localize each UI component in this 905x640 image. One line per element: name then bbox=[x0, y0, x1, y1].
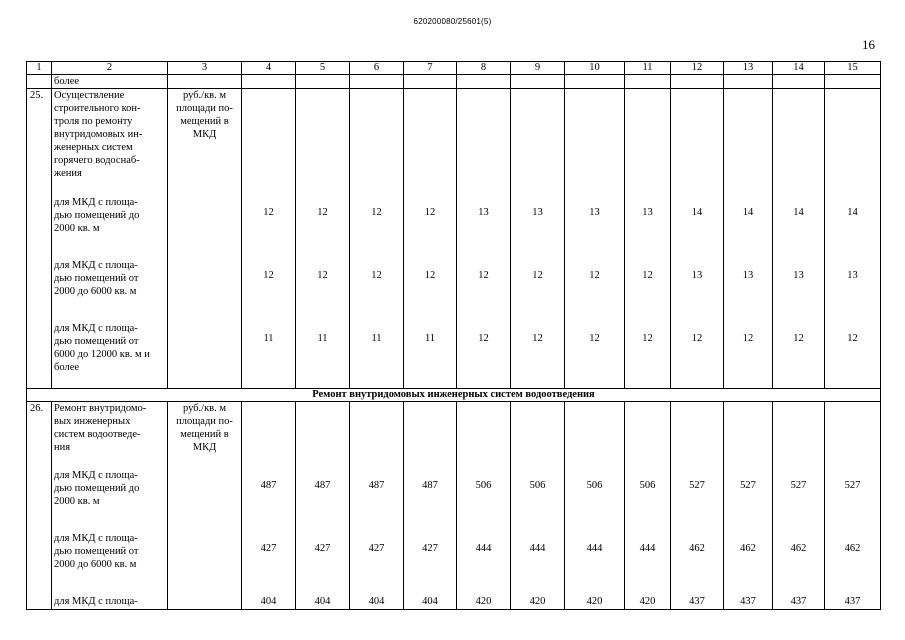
empty-cell bbox=[168, 469, 242, 532]
value-cell: 13 bbox=[457, 196, 511, 259]
column-number-cell: 2 bbox=[52, 62, 168, 75]
empty-cell bbox=[825, 402, 881, 470]
value-cell: 462 bbox=[773, 532, 825, 595]
value-cell: 462 bbox=[671, 532, 724, 595]
value-cell: 12 bbox=[625, 259, 671, 322]
subitem-label bbox=[52, 469, 168, 532]
value-cell: 12 bbox=[350, 196, 404, 259]
value-cell: 12 bbox=[404, 196, 457, 259]
value-cell: 487 bbox=[350, 469, 404, 532]
empty-cell bbox=[565, 89, 625, 197]
item-unit bbox=[168, 402, 242, 470]
empty-cell bbox=[404, 402, 457, 470]
empty-cell bbox=[511, 89, 565, 197]
empty-cell bbox=[168, 322, 242, 389]
value-cell: 427 bbox=[404, 532, 457, 595]
item-name bbox=[52, 402, 168, 470]
value-cell: 12 bbox=[773, 322, 825, 389]
value-cell: 444 bbox=[625, 532, 671, 595]
value-cell: 12 bbox=[296, 259, 350, 322]
column-number-cell: 8 bbox=[457, 62, 511, 75]
subitem-label-line: 6000 до 12000 кв. м и bbox=[54, 349, 150, 360]
value-cell: 12 bbox=[825, 322, 881, 389]
value-cell: 11 bbox=[242, 322, 296, 389]
value-cell: 12 bbox=[350, 259, 404, 322]
subitem-label-line: 2000 кв. м bbox=[54, 223, 100, 234]
subitem-label-line: для МКД с площа- bbox=[54, 596, 138, 607]
unit-line: площади по- bbox=[176, 416, 233, 427]
value-cell: 12 bbox=[457, 322, 511, 389]
empty-cell bbox=[168, 259, 242, 322]
item-name-line: жения bbox=[54, 168, 82, 179]
subitem-row bbox=[27, 469, 881, 532]
column-number-cell: 14 bbox=[773, 62, 825, 75]
empty-cell bbox=[296, 402, 350, 470]
empty-cell bbox=[168, 75, 242, 89]
value-cell: 13 bbox=[671, 259, 724, 322]
carry-over-row bbox=[27, 75, 881, 89]
value-cell: 427 bbox=[350, 532, 404, 595]
value-cell: 427 bbox=[242, 532, 296, 595]
document-code: 620200080/25601(5) bbox=[413, 17, 492, 26]
empty-cell bbox=[511, 75, 565, 89]
value-cell: 12 bbox=[457, 259, 511, 322]
column-number-cell: 1 bbox=[27, 62, 52, 75]
column-number-cell: 3 bbox=[168, 62, 242, 75]
empty-cell bbox=[27, 322, 52, 389]
unit-line: МКД bbox=[192, 442, 217, 453]
subitem-label bbox=[52, 532, 168, 595]
empty-cell bbox=[565, 402, 625, 470]
empty-cell bbox=[773, 75, 825, 89]
value-cell: 427 bbox=[296, 532, 350, 595]
subitem-label-line: дью помещений от bbox=[54, 336, 139, 347]
value-cell: 12 bbox=[511, 322, 565, 389]
item-unit bbox=[168, 89, 242, 197]
subitem-label-line: для МКД с площа- bbox=[54, 323, 138, 334]
value-cell: 437 bbox=[671, 595, 724, 610]
empty-cell bbox=[671, 402, 724, 470]
subitem-label-line: для МКД с площа- bbox=[54, 197, 138, 208]
subitem-label bbox=[52, 322, 168, 389]
value-cell: 13 bbox=[625, 196, 671, 259]
item-number: 26. bbox=[27, 402, 52, 470]
value-cell: 11 bbox=[296, 322, 350, 389]
subitem-row bbox=[27, 532, 881, 595]
value-cell: 404 bbox=[242, 595, 296, 610]
empty-cell bbox=[457, 402, 511, 470]
subitem-label-line: дью помещений от bbox=[54, 546, 139, 557]
empty-cell bbox=[242, 89, 296, 197]
item-name-line: Ремонт внутридомо- bbox=[54, 403, 147, 414]
value-cell: 420 bbox=[511, 595, 565, 610]
page-number: 16 bbox=[862, 37, 875, 52]
section-row bbox=[27, 389, 881, 402]
item-name-line: горячего водоснаб- bbox=[54, 155, 140, 166]
column-number-cell: 15 bbox=[825, 62, 881, 75]
column-number-row bbox=[27, 62, 881, 75]
item-name-line: систем водоотведе- bbox=[54, 429, 141, 440]
value-cell: 12 bbox=[625, 322, 671, 389]
subitem-label-line: дью помещений до bbox=[54, 483, 140, 494]
value-cell: 404 bbox=[350, 595, 404, 610]
value-cell: 437 bbox=[825, 595, 881, 610]
value-cell: 527 bbox=[724, 469, 773, 532]
value-cell: 444 bbox=[565, 532, 625, 595]
empty-cell bbox=[27, 469, 52, 532]
value-cell: 12 bbox=[724, 322, 773, 389]
empty-cell bbox=[27, 75, 52, 89]
empty-cell bbox=[825, 75, 881, 89]
subitem-row bbox=[27, 322, 881, 389]
item-name-line: строительного кон- bbox=[54, 103, 141, 114]
value-cell: 13 bbox=[565, 196, 625, 259]
empty-cell bbox=[168, 595, 242, 610]
subitem-label-line: для МКД с площа- bbox=[54, 470, 138, 481]
value-cell: 404 bbox=[404, 595, 457, 610]
tariff-table bbox=[26, 61, 881, 610]
value-cell: 12 bbox=[404, 259, 457, 322]
value-cell: 462 bbox=[825, 532, 881, 595]
value-cell: 420 bbox=[625, 595, 671, 610]
empty-cell bbox=[404, 75, 457, 89]
empty-cell bbox=[296, 89, 350, 197]
value-cell: 527 bbox=[773, 469, 825, 532]
value-cell: 527 bbox=[825, 469, 881, 532]
value-cell: 444 bbox=[457, 532, 511, 595]
value-cell: 13 bbox=[724, 259, 773, 322]
value-cell: 12 bbox=[565, 322, 625, 389]
subitem-label-line: 2000 до 6000 кв. м bbox=[54, 559, 137, 570]
empty-cell bbox=[773, 402, 825, 470]
subitem-label-line: дью помещений от bbox=[54, 273, 139, 284]
column-number-cell: 10 bbox=[565, 62, 625, 75]
column-number-cell: 5 bbox=[296, 62, 350, 75]
value-cell: 462 bbox=[724, 532, 773, 595]
subitem-row bbox=[27, 259, 881, 322]
empty-cell bbox=[27, 532, 52, 595]
value-cell: 13 bbox=[825, 259, 881, 322]
empty-cell bbox=[825, 89, 881, 197]
column-number-cell: 11 bbox=[625, 62, 671, 75]
subitem-label bbox=[52, 196, 168, 259]
value-cell: 14 bbox=[825, 196, 881, 259]
empty-cell bbox=[625, 89, 671, 197]
value-cell: 527 bbox=[671, 469, 724, 532]
empty-cell bbox=[625, 402, 671, 470]
item-name-line: Осуществление bbox=[54, 90, 125, 101]
empty-cell bbox=[457, 75, 511, 89]
value-cell: 14 bbox=[671, 196, 724, 259]
value-cell: 487 bbox=[404, 469, 457, 532]
value-cell: 506 bbox=[625, 469, 671, 532]
empty-cell bbox=[350, 402, 404, 470]
empty-cell bbox=[724, 402, 773, 470]
unit-line: МКД bbox=[192, 129, 217, 140]
empty-cell bbox=[671, 75, 724, 89]
column-number-cell: 9 bbox=[511, 62, 565, 75]
subitem-row bbox=[27, 595, 881, 610]
item-name-line: женерных систем bbox=[54, 142, 133, 153]
subitem-label-line: для МКД с площа- bbox=[54, 533, 138, 544]
item-row bbox=[27, 402, 881, 470]
subitem-label-line: 2000 до 6000 кв. м bbox=[54, 286, 137, 297]
item-number: 25. bbox=[27, 89, 52, 197]
value-cell: 506 bbox=[565, 469, 625, 532]
empty-cell bbox=[168, 532, 242, 595]
empty-cell bbox=[724, 75, 773, 89]
subitem-label bbox=[52, 595, 168, 610]
value-cell: 404 bbox=[296, 595, 350, 610]
value-cell: 13 bbox=[773, 259, 825, 322]
unit-line: руб./кв. м bbox=[182, 90, 227, 101]
value-cell: 12 bbox=[242, 196, 296, 259]
empty-cell bbox=[457, 89, 511, 197]
column-number-cell: 7 bbox=[404, 62, 457, 75]
empty-cell bbox=[565, 75, 625, 89]
item-name bbox=[52, 89, 168, 197]
item-name-line: вых инженерных bbox=[54, 416, 131, 427]
value-cell: 437 bbox=[773, 595, 825, 610]
empty-cell bbox=[27, 259, 52, 322]
value-cell: 487 bbox=[242, 469, 296, 532]
value-cell: 12 bbox=[296, 196, 350, 259]
column-number-cell: 12 bbox=[671, 62, 724, 75]
empty-cell bbox=[168, 196, 242, 259]
section-title: Ремонт внутридомовых инженерных систем водоотведения bbox=[27, 389, 881, 402]
value-cell: 444 bbox=[511, 532, 565, 595]
empty-cell bbox=[404, 89, 457, 197]
empty-cell bbox=[27, 595, 52, 610]
empty-cell bbox=[724, 89, 773, 197]
empty-cell bbox=[350, 75, 404, 89]
column-number-cell: 13 bbox=[724, 62, 773, 75]
value-cell: 14 bbox=[724, 196, 773, 259]
item-name-line: внутридомовых ин- bbox=[54, 129, 143, 140]
item-name-line: троля по ремонту bbox=[54, 116, 133, 127]
carry-over-text: более bbox=[52, 75, 168, 89]
empty-cell bbox=[27, 196, 52, 259]
value-cell: 420 bbox=[565, 595, 625, 610]
unit-line: площади по- bbox=[176, 103, 233, 114]
subitem-label-line: более bbox=[54, 362, 80, 373]
unit-line: мещений в bbox=[180, 116, 229, 127]
empty-cell bbox=[773, 89, 825, 197]
column-number-cell: 6 bbox=[350, 62, 404, 75]
value-cell: 487 bbox=[296, 469, 350, 532]
value-cell: 12 bbox=[671, 322, 724, 389]
empty-cell bbox=[625, 75, 671, 89]
empty-cell bbox=[296, 75, 350, 89]
value-cell: 12 bbox=[565, 259, 625, 322]
value-cell: 506 bbox=[457, 469, 511, 532]
empty-cell bbox=[350, 89, 404, 197]
item-name-line: ния bbox=[54, 442, 71, 453]
value-cell: 13 bbox=[511, 196, 565, 259]
subitem-label-line: 2000 кв. м bbox=[54, 496, 100, 507]
value-cell: 12 bbox=[511, 259, 565, 322]
unit-line: руб./кв. м bbox=[182, 403, 227, 414]
value-cell: 437 bbox=[724, 595, 773, 610]
empty-cell bbox=[671, 89, 724, 197]
value-cell: 11 bbox=[350, 322, 404, 389]
empty-cell bbox=[511, 402, 565, 470]
value-cell: 11 bbox=[404, 322, 457, 389]
empty-cell bbox=[242, 75, 296, 89]
subitem-label bbox=[52, 259, 168, 322]
value-cell: 420 bbox=[457, 595, 511, 610]
value-cell: 14 bbox=[773, 196, 825, 259]
subitem-label-line: дью помещений до bbox=[54, 210, 140, 221]
item-row bbox=[27, 89, 881, 197]
value-cell: 506 bbox=[511, 469, 565, 532]
column-number-cell: 4 bbox=[242, 62, 296, 75]
subitem-label-line: для МКД с площа- bbox=[54, 260, 138, 271]
empty-cell bbox=[242, 402, 296, 470]
subitem-row bbox=[27, 196, 881, 259]
value-cell: 12 bbox=[242, 259, 296, 322]
unit-line: мещений в bbox=[180, 429, 229, 440]
